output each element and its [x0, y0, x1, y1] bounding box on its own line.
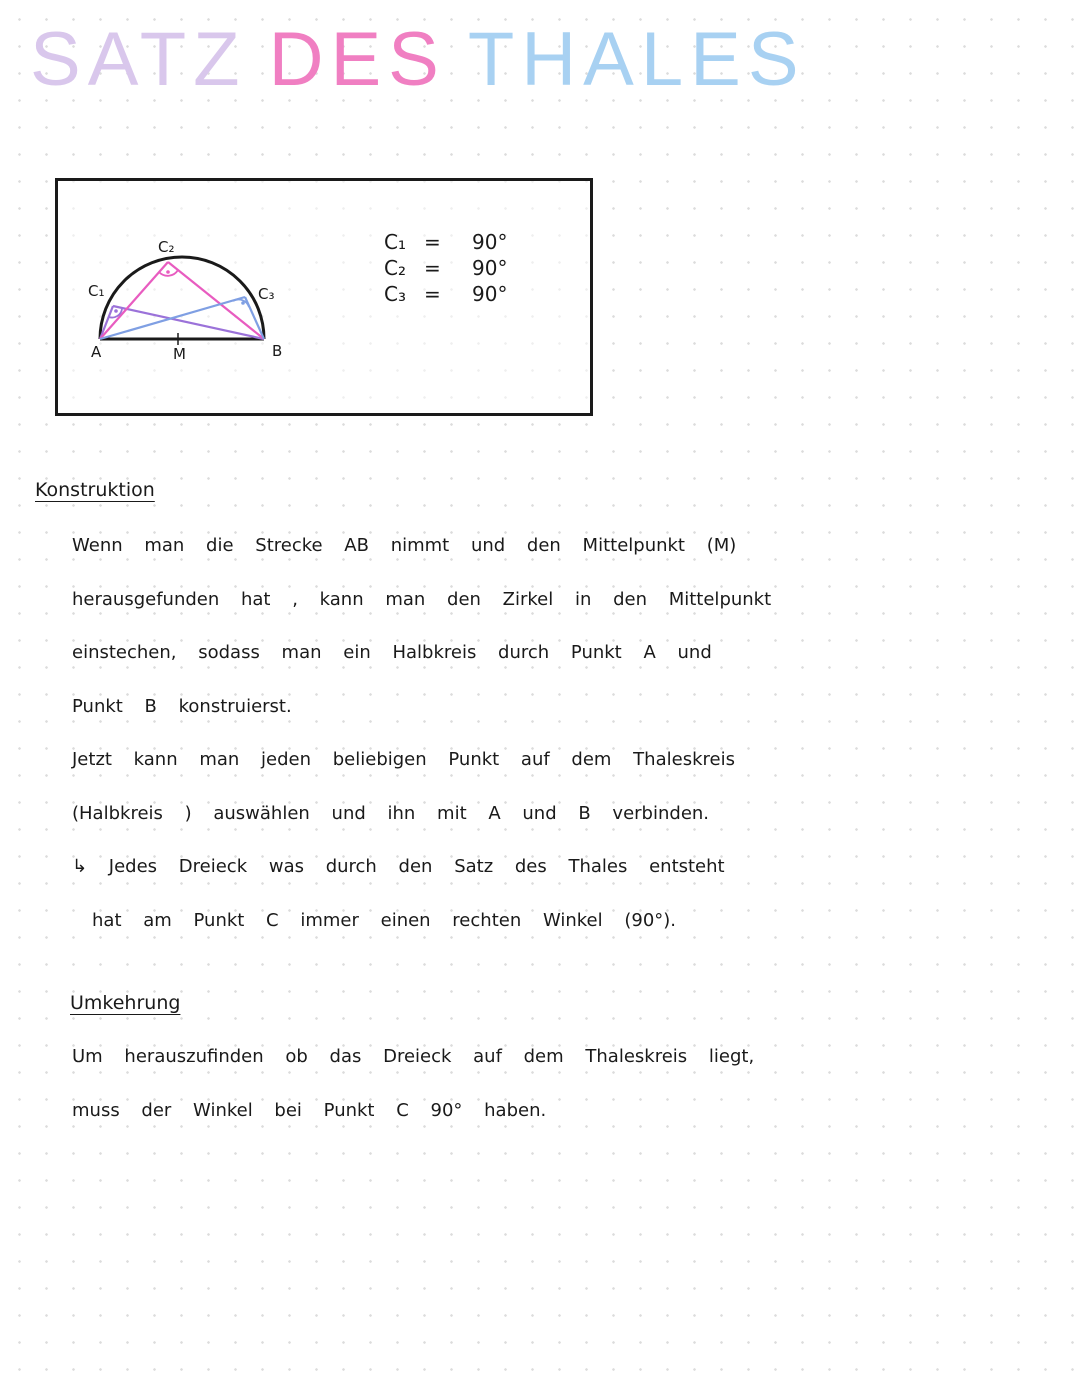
title-word-thales: THALES	[467, 17, 806, 102]
umkehrung-text	[72, 1044, 1047, 1151]
text-line: Wenn man die Strecke AB nimmt und den Mittelpunkt (M)	[72, 535, 737, 556]
right-angle-dot-c1	[114, 309, 118, 313]
angle-label: C₁	[384, 230, 406, 254]
angle-equals: =	[424, 282, 441, 306]
angle-value: 90°	[472, 230, 508, 254]
label-c2: C₂	[158, 238, 175, 256]
angle-row	[384, 255, 507, 281]
text-line: Punkt B konstruierst.	[72, 695, 292, 717]
angle-label: C₃	[384, 282, 406, 306]
text-line: (Halbkreis ) auswählen und ihn mit A und B verbinden.	[72, 802, 710, 824]
angle-value: 90°	[472, 282, 508, 306]
right-angle-dot-c3	[241, 301, 245, 305]
text-line: hat am Punkt C immer einen rechten Winkel (90°).	[92, 909, 677, 931]
label-m: M	[173, 345, 186, 363]
text-line: ↳ Jedes Dreieck was durch den Satz des Thales entsteht	[72, 856, 725, 877]
title-word-satz: SATZ	[30, 17, 247, 102]
label-a: A	[91, 343, 102, 361]
title-word-des: DES	[268, 17, 446, 102]
text-line: Um herauszufinden ob das Dreieck auf dem Thaleskreis liegt,	[72, 1046, 755, 1067]
text-line: Jetzt kann man jeden beliebigen Punkt auf dem Thaleskreis	[72, 749, 735, 770]
label-c3: C₃	[258, 285, 275, 303]
thales-figure	[55, 178, 593, 416]
angle-row	[384, 281, 507, 307]
angle-list	[384, 229, 507, 307]
text-line: muss der Winkel bei Punkt C 90° haben.	[72, 1099, 547, 1121]
umkehrung-heading: Umkehrung	[70, 992, 181, 1014]
angle-label: C₂	[384, 256, 406, 280]
page-title	[30, 17, 828, 102]
text-line: herausgefunden hat , kann man den Zirkel in den Mittelpunkt	[72, 588, 772, 610]
angle-equals: =	[424, 256, 441, 280]
angle-equals: =	[424, 230, 441, 254]
konstruktion-text	[72, 533, 1047, 961]
right-angle-dot-c2	[166, 270, 170, 274]
angle-value: 90°	[472, 256, 508, 280]
text-line: einstechen, sodass man ein Halbkreis durch Punkt A und	[72, 642, 712, 663]
thales-diagram	[58, 181, 590, 413]
label-c1: C₁	[88, 282, 105, 300]
label-b: B	[272, 342, 283, 360]
triangle-c2	[100, 262, 264, 339]
angle-row	[384, 229, 507, 255]
konstruktion-heading: Konstruktion	[35, 479, 155, 501]
